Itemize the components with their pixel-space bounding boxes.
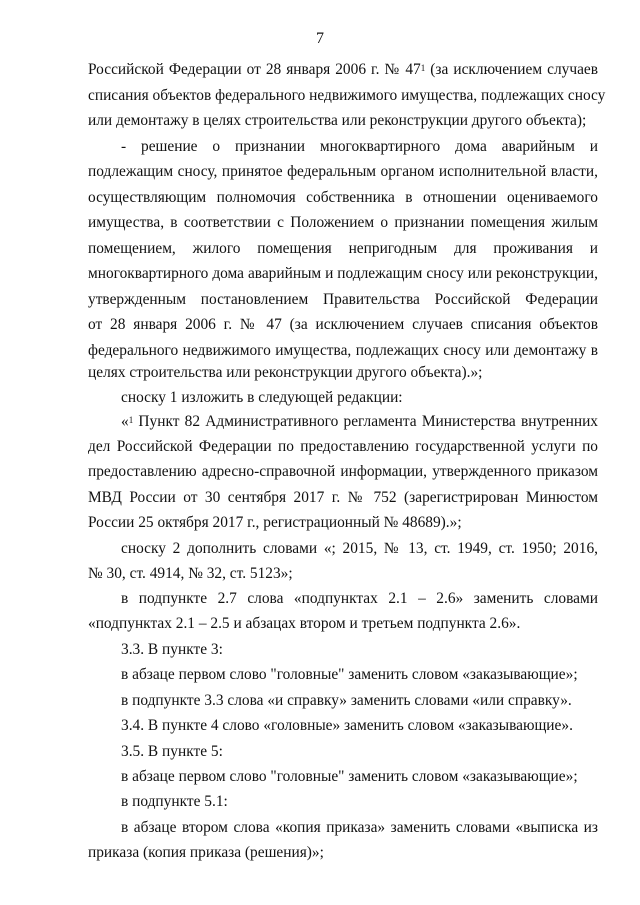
text-line: сноску 1 изложить в следующей редакции: xyxy=(121,389,403,406)
text-fragment: Пункт 82 Административного регламента Министерства внутренних xyxy=(133,413,598,430)
text-line: осуществляющим полномочия собственника в отношении оцениваемого xyxy=(88,189,598,206)
footnote-ref: 1 xyxy=(420,63,426,73)
text-line: № 30, ст. 4914, № 32, ст. 5123»; xyxy=(88,565,293,582)
text-line: в подпункте 2.7 слова «подпунктах 2.1 – 2.6» заменить словами xyxy=(121,590,598,607)
text-line: многоквартирного дома аварийным и подлежащим сносу или реконструкции, xyxy=(88,265,598,282)
text-line: помещением, жилого помещения непригодным для проживания и xyxy=(88,240,598,257)
text-line: или демонтажу в целях строительства или реконструкции другого объекта); xyxy=(88,112,587,129)
text-line: 3.3. В пункте 3: xyxy=(121,641,223,658)
footnote-ref: 1 xyxy=(128,415,134,425)
text-line: целях строительства или реконструкции другого объекта).»; xyxy=(88,364,483,381)
text-line: - решение о признании многоквартирного дома аварийным и xyxy=(121,138,598,155)
text-line: «подпунктах 2.1 – 2.5 и абзацах втором и третьем подпункта 2.6». xyxy=(88,615,521,632)
text-line xyxy=(88,61,598,79)
text-line: сноску 2 дополнить словами «; 2015, № 13, ст. 1949, ст. 1950; 2016, xyxy=(121,540,598,557)
text-line: 3.4. В пункте 4 слово «головные» заменить словом «заказывающие». xyxy=(121,717,573,734)
text-line: списания объектов федерального недвижимого имущества, подлежащих сносу xyxy=(88,87,606,104)
text-line xyxy=(121,413,598,431)
text-line: утвержденным постановлением Правительства Российской Федерации xyxy=(88,291,598,308)
text-line: от 28 января 2006 г. № 47 (за исключением случаев списания объектов xyxy=(88,316,598,333)
text-line: России 25 октября 2017 г., регистрационный № 48689).»; xyxy=(88,514,462,531)
text-line: подлежащим сносу, принятое федеральным органом исполнительной власти, xyxy=(88,163,598,180)
text-line: предоставлению адресно-справочной информации, утвержденного приказом xyxy=(88,463,598,480)
text-line: в абзаце первом слово "головные" заменить словом «заказывающие»; xyxy=(121,768,578,785)
text-line: имущества, в соответствии с Положением о признании помещения жилым xyxy=(88,214,598,231)
text-fragment: Российской Федерации от 28 января 2006 г. № 47 xyxy=(88,61,421,78)
text-line: в подпункте 3.3 слова «и справку» заменить словами «или справку». xyxy=(121,692,572,709)
text-line: 3.5. В пункте 5: xyxy=(121,743,223,760)
text-line: приказа (копия приказа (решения)»; xyxy=(88,844,324,861)
text-line: МВД России от 30 сентября 2017 г. № 752 (зарегистрирован Минюстом xyxy=(88,489,598,506)
text-line: дел Российской Федерации по предоставлению государственной услуги по xyxy=(88,438,598,455)
text-fragment: (за исключением случаев xyxy=(425,61,598,78)
text-line: в подпункте 5.1: xyxy=(121,793,228,810)
page-number: 7 xyxy=(316,30,324,47)
text-line: федерального недвижимого имущества, подлежащих сносу или демонтажу в xyxy=(88,342,598,359)
text-line: в абзаце втором слова «копия приказа» заменить словами «выписка из xyxy=(121,819,598,836)
text-line: в абзаце первом слово "головные" заменить словом «заказывающие»; xyxy=(121,666,578,683)
text-fragment: « xyxy=(121,413,129,430)
